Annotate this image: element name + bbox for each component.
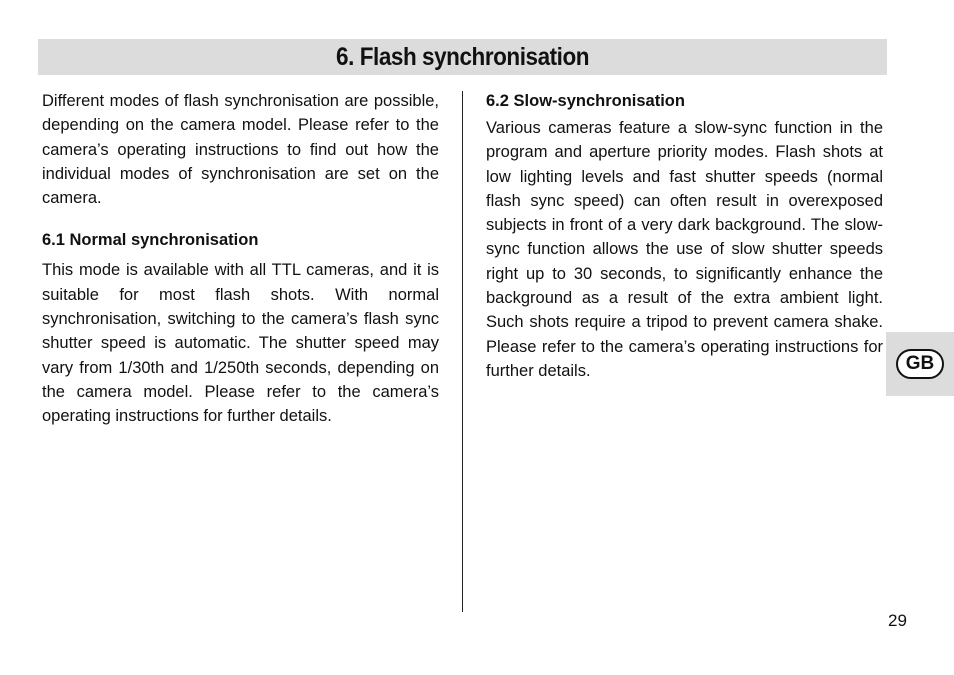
column-divider (462, 91, 463, 612)
language-badge: GB (896, 349, 944, 379)
intro-paragraph: Different modes of flash synchronisation are possible, depending on the camera model. Please refer to the camera’s operating instructions to find out how the individual modes of synchronisation are set on the camera. (42, 92, 439, 208)
section-heading-normal-sync: 6.1 Normal synchronisation (42, 231, 259, 250)
normal-sync-paragraph: This mode is available with all TTL cameras, and it is suitable for most flash shots. With normal synchronisation, switching to the camera’s flash sync shutter speed is automatic. The shutter speed may vary from 1/30th and 1/250th seconds, depending on the camera model. Please refer to the camera’s operating instructions for further details. (42, 261, 439, 426)
page-title: 6. Flash synchronisation (335, 42, 590, 71)
left-column (42, 89, 439, 429)
section-heading-slow-sync: 6.2 Slow-synchronisation (486, 92, 685, 110)
page-number: 29 (888, 611, 907, 630)
language-tab (886, 332, 954, 396)
slow-sync-paragraph: Various cameras feature a slow-sync function in the program and aperture priority modes. Flash shots at low lighting levels and fast shutter speeds (normal flash sync speed) can often result in overexposed subjects in front of a very dark background. The slow-sync function allows the use of slow shutter speeds right up to 30 seconds, to significantly enhance the background as a result of the extra ambient light. Such shots require a tripod to prevent camera shake. Please refer to the camera’s operating instructions for further details. (486, 119, 883, 380)
title-bar (38, 39, 887, 75)
right-column (486, 89, 883, 383)
